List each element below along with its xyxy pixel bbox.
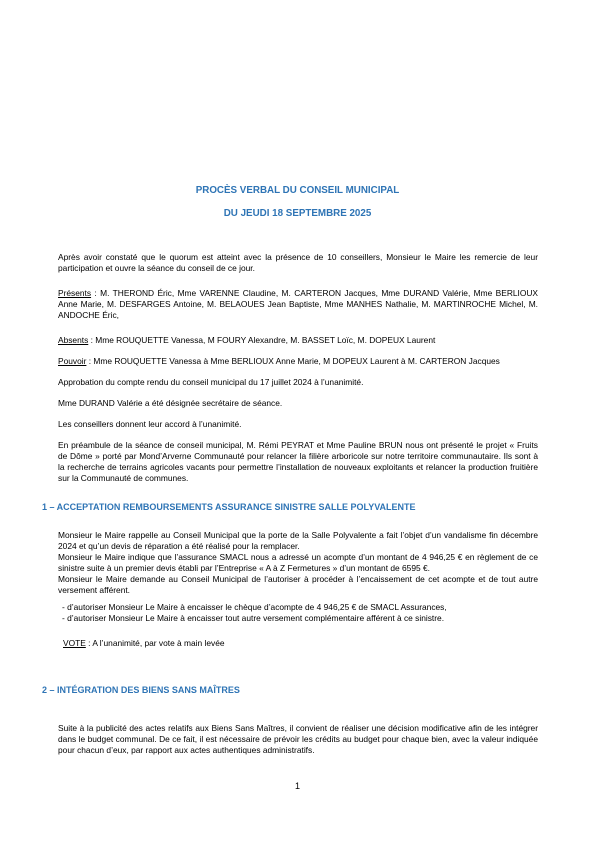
page-number: 1 xyxy=(294,781,300,791)
section1-p2: Monsieur le Maire indique que l’assurance SMACL nous a adressé un acompte d’un montant de 4 946,25 € en règlement de ce sinistre suite à un premier devis établi par l’Entreprise « A à Z Fermetures » d’un montant de 6595 €. xyxy=(58,552,538,573)
section1-p3: Monsieur le Maire demande au Conseil Municipal de l’autoriser à procéder à l’encaissement de cet acompte et de tout autre versement afférent. xyxy=(58,574,538,595)
document-subtitle-date: DU JEUDI 18 SEPTEMBRE 2025 xyxy=(223,208,372,219)
presents-line xyxy=(58,288,538,321)
pouvoir-list: : Mme ROUQUETTE Vanessa à Mme BERLIOUX Anne Marie, M DOPEUX Laurent à M. CARTERON Jacques xyxy=(86,356,500,366)
section1-bullet-1: - d’autoriser Monsieur Le Maire à encaisser le chèque d’acompte de 4 946,25 € de SMACL Assurances, xyxy=(62,602,447,612)
vote-label: VOTE xyxy=(63,638,86,648)
section1-p1: Monsieur le Maire rappelle au Conseil Municipal que la porte de la Salle Polyvalente a fait l’objet d’un vandalisme fin décembre 2024 et qu’un devis de réparation a été réalisé pour la remplacer. xyxy=(58,530,538,551)
section2-p1: Suite à la publicité des actes relatifs aux Biens Sans Maîtres, il convient de réaliser une décision modificative afin de les intégrer dans le budget communal. De ce fait, il est nécessaire de prévoir les crédits au budget pour chaque bien, avec la valeur indiquée pour chacun d’eux, par rapport aux actes authentiques administratifs. xyxy=(58,723,538,755)
secretaire-text: Mme DURAND Valérie a été désignée secrétaire de séance. xyxy=(58,398,283,408)
absents-paragraph xyxy=(58,335,538,346)
section2-body xyxy=(58,723,538,756)
document-title: PROCÈS VERBAL DU CONSEIL MUNICIPAL xyxy=(195,185,400,196)
preambule-text: En préambule de la séance de conseil municipal, M. Rémi PEYRAT et Mme Pauline BRUN nous ont présenté le projet « Fruits de Dôme » porté par Mond’Arverne Communauté pour relancer la filière arboricole sur notre territoire communautaire. Ils sont à la recherche de terrains agricoles vacants pour permettre l’installation de nouveaux exploitants et relancer la production fruitière sur la Communauté de communes. xyxy=(58,440,538,483)
intro-text: Après avoir constaté que le quorum est atteint avec la présence de 10 conseillers, Monsieur le Maire les remercie de leur participation et ouvre la séance du conseil de ce jour. xyxy=(58,252,538,273)
pouvoir-paragraph xyxy=(58,356,538,367)
accord-text: Les conseillers donnent leur accord à l’unanimité. xyxy=(58,419,242,429)
presents-list: : M. THEROND Éric, Mme VARENNE Claudine, M. CARTERON Jacques, Mme DURAND Valérie, Mme BERLIOUX Anne Marie, M. DESFARGES Antoine, M. BELAOUES Jean Baptiste, Mme MANHES Nathalie, M. MARTINROCHE Michel, M. ANDOCHE Éric, xyxy=(58,288,538,320)
section1-vote xyxy=(63,638,225,649)
approbation-text: Approbation du compte rendu du conseil municipal du 17 juillet 2024 à l’unanimité. xyxy=(58,377,364,387)
section2-heading: 2 – INTÉGRATION DES BIENS SANS MAÎTRES xyxy=(42,685,240,695)
section1-bullet-2: - d’autoriser Monsieur Le Maire à encaisser tout autre versement complémentaire afférent à ce sinistre. xyxy=(62,613,445,623)
presents-label: Présents xyxy=(58,288,92,298)
preambule-paragraph xyxy=(58,440,538,484)
intro-paragraph xyxy=(58,252,538,274)
section1-body xyxy=(58,530,538,596)
pouvoir-line xyxy=(58,356,538,367)
vote-result: : A l’unanimité, par vote à main levée xyxy=(85,638,225,648)
accord-paragraph xyxy=(58,419,538,430)
absents-line xyxy=(58,335,538,346)
absents-list: : Mme ROUQUETTE Vanessa, M FOURY Alexandre, M. BASSET Loïc, M. DOPEUX Laurent xyxy=(88,335,436,345)
presents-paragraph xyxy=(58,288,538,321)
approbation-paragraph xyxy=(58,377,538,388)
secretaire-paragraph xyxy=(58,398,538,409)
absents-label: Absents xyxy=(58,335,89,345)
section1-heading: 1 – ACCEPTATION REMBOURSEMENTS ASSURANCE SINISTRE SALLE POLYVALENTE xyxy=(42,502,416,512)
pouvoir-label: Pouvoir xyxy=(58,356,87,366)
